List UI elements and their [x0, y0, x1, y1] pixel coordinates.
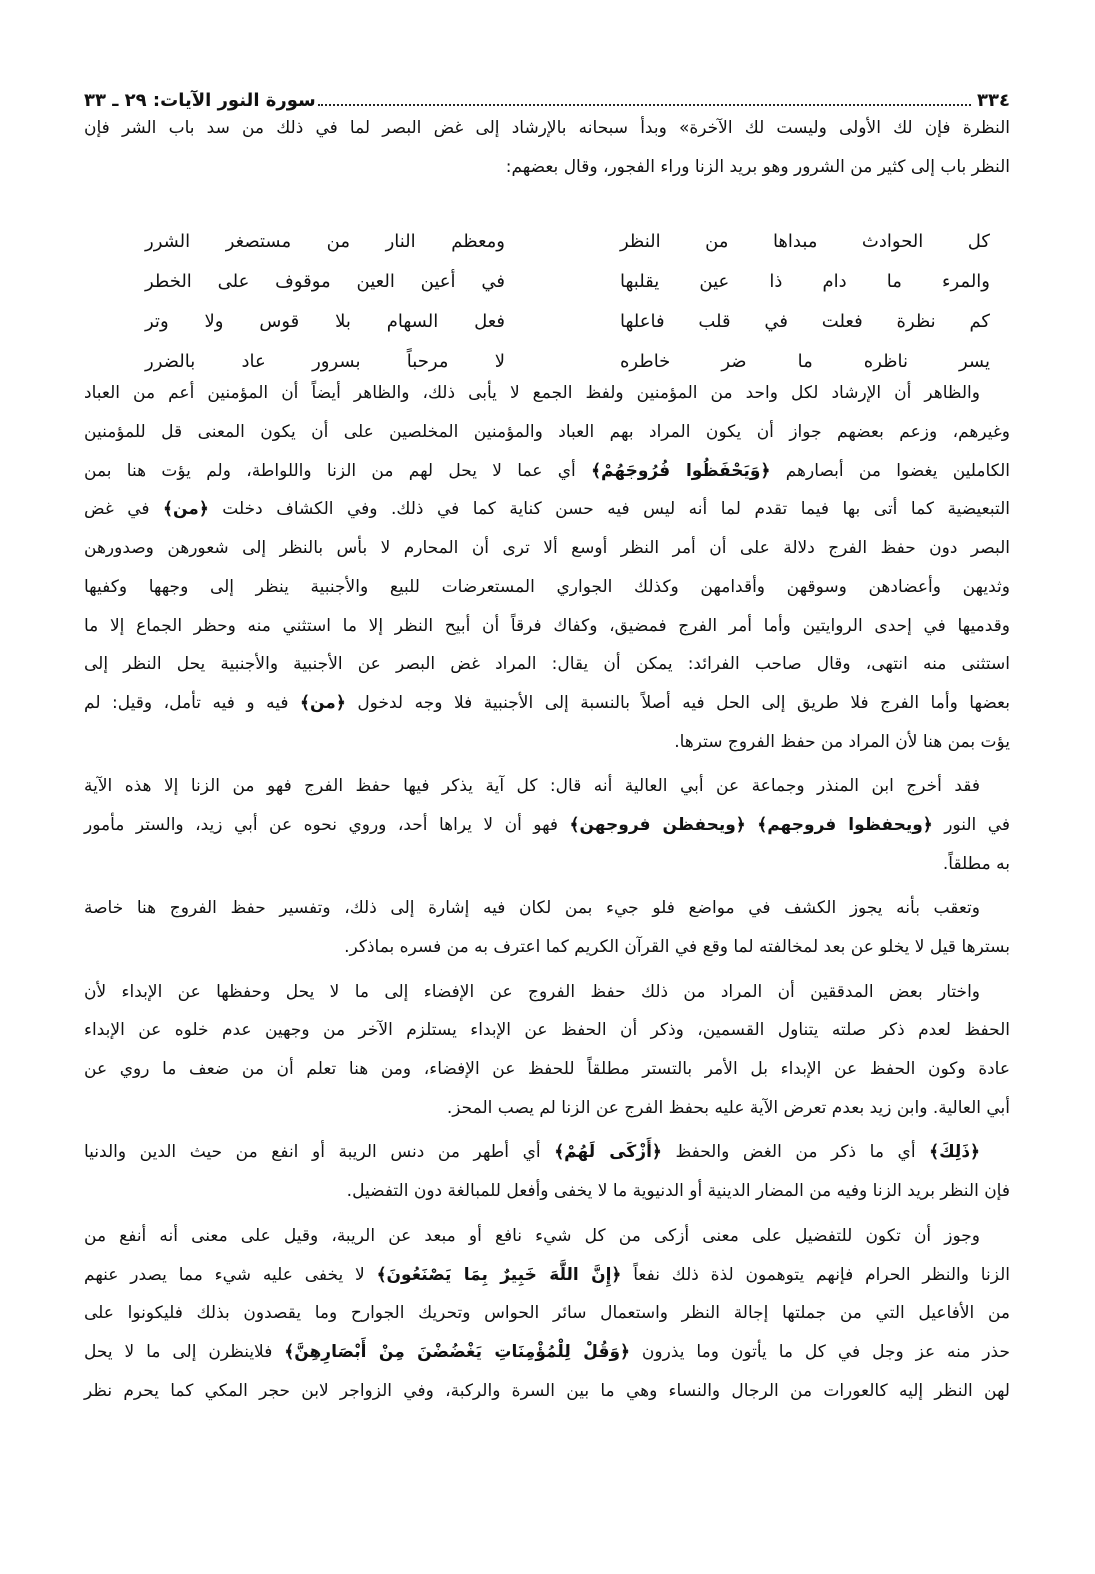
quran-quote: ﴿ويحفظوا فروجهم﴾ [757, 814, 933, 835]
text-line: البصر دون حفظ الفرج دلالة على أن أمر النظر أوسع ألا ترى أن المحارم لا بأس بالنظر إلى شعورهن وصدورهن [84, 538, 1010, 559]
paragraph [84, 374, 1010, 761]
text-line: الزنا والنظر الحرام فإنهم يتوهمون لذة ذلك نفعاً ﴿إِنَّ اللَّهَ خَبِيرٌ بِمَا يَصْنَعُونَ﴾ لا يخفى عليه شيء مما يصدر عنهم [84, 1264, 1011, 1285]
second-hemistich: في أعين العين موقوف على الخطر [145, 271, 505, 293]
text-line: واختار بعض المدققين أن المراد من ذلك حفظ الفروج عن الإفضاء إلى ما لا يحل وحفظها عن الإبداء لأن [84, 981, 980, 1002]
text-line: وثديهن وأعضادهن وسوقهن وأقدامهن وكذلك الجواري المستعرضات للبيع والأجنبية ينظر إلى وجهها وكفيها [84, 576, 1010, 597]
second-hemistich: فعل السهام بلا قوس ولا وتر [145, 311, 505, 333]
poem-verse [84, 222, 1010, 262]
text-line: ﴿ذَلِكَ﴾ أي ما ذكر من الغض والحفظ ﴿أَزْكَى لَهُمْ﴾ أي أطهر من دنس الريبة أو انفع من حيث الدين والدنيا [84, 1142, 980, 1163]
quran-quote: ﴿وَيَحْفَظُوا فُرُوجَهُمْ﴾ [591, 460, 771, 481]
quran-quote: ﴿ذَلِكَ﴾ [929, 1142, 980, 1163]
quran-quote: ﴿من﴾ [300, 692, 346, 713]
running-title: سورة النور الآيات: ٢٩ ـ ٣٣ [84, 89, 316, 111]
text-line: أبي العالية. وابن زيد بعدم تعرض الآية عليه بحفظ الفرج عن الزنا لم يصب المحز. [446, 1097, 1010, 1118]
text-line: النظرة فإن لك الأولى وليست لك الآخرة» وبدأ سبحانه بالإرشاد إلى غض البصر لما في ذلك من سد باب الشر فإن [84, 118, 1010, 138]
text-line: الحفظ لعدم ذكر صلته يتناول القسمين، وذكر أن الحفظ عن الإبداء يستلزم الآخر من وجهين عدم خلوه عن الإبداء [84, 1020, 1010, 1041]
text-line: عادة وكون الحفظ عن الإبداء بل الأمر بالتستر مطلقاً للحفظ عن الإفضاء، ومن هنا تعلم أن من ضعف ما روي عن [84, 1059, 1010, 1080]
page-number: ٣٣٤ [977, 89, 1010, 111]
paragraph [84, 767, 1010, 883]
text-line: من الأفاعيل التي من جملتها إجالة النظر واستعمال سائر الحواس وتحريك الجوارح وما يقصدون بذلك فليكونوا على [84, 1303, 1010, 1324]
text-line: وقدميها في إحدى الروايتين وأما أمر الفرج فمضيق، وكفاك فرقاً أن أبيح النظر إلا ما استثني منه وحظر الجماع إلا ما [84, 615, 1010, 636]
poem-verses [84, 222, 1010, 382]
quran-quote: ﴿ويحفظن فروجهن﴾ [569, 814, 746, 835]
quran-quote: ﴿من﴾ [163, 499, 209, 520]
text-line: وتعقب بأنه يجوز الكشف في مواضع فلو جيء بمن لكان فيه إشارة إلى ذلك، وتفسير حفظ الفروج هنا خاصة [84, 898, 980, 919]
text-line: النظر باب إلى كثير من الشرور وهو بريد الزنا وراء الفجور، وقال بعضهم: [505, 156, 1010, 177]
paragraph [84, 889, 1010, 966]
text-line: حذر منه عز وجل في كل ما يأتون وما يذرون ﴿وَقُلْ لِلْمُؤْمِنَاتِ يَغْضُضْنَ مِنْ أَبْصَارِهِنَّ﴾ فلاينظرن إلى ما لا يحل [84, 1341, 1010, 1362]
first-hemistich: يسر ناظره ما ضر خاطره [620, 351, 990, 373]
text-line: به مطلقاً. [942, 853, 1010, 874]
text-line: فإن النظر بريد الزنا وفيه من المضار الدينية أو الدنيوية ما لا يخفى وأفعل للمبالغة دون التفضيل. [346, 1181, 1010, 1202]
poem-verse [84, 342, 1010, 382]
paragraph [84, 1217, 1010, 1410]
text-line: فقد أخرج ابن المنذر وجماعة عن أبي العالية أنه قال: كل آية يذكر فيها حفظ الفرج فهو من الزنا إلا هذه الآية [84, 776, 980, 797]
first-hemistich: والمرء ما دام ذا عين يقلبها [620, 271, 990, 293]
text-line: استثنى منه انتهى، وقال صاحب الفرائد: يمكن أن يقال: المراد غض البصر عن الأجنبية والأجنبية يحل النظر إلى [84, 654, 1010, 675]
first-hemistich: كم نظرة فعلت في قلب فاعلها [620, 311, 990, 333]
text-line: في النور ﴿ويحفظوا فروجهم﴾ ﴿ويحفظن فروجهن﴾ فهو أن لا يراها أحد، وروي نحوه عن أبي زيد، والستر مأمور [84, 814, 1011, 835]
first-hemistich: كل الحوادث مبداها من النظر [620, 231, 990, 253]
text-line: التبعيضية كما أتى بها فيما تقدم لما أنه ليس فيه حسن كناية كما في ذلك. وفي الكشاف دخلت ﴿من﴾ في غض [84, 499, 1011, 520]
quran-quote: ﴿أَزْكَى لَهُمْ﴾ [554, 1142, 662, 1163]
quran-quote: ﴿وَقُلْ لِلْمُؤْمِنَاتِ يَغْضُضْنَ مِنْ أَبْصَارِهِنَّ﴾ [284, 1341, 630, 1362]
paragraph [84, 109, 1010, 186]
text-line: والظاهر أن الإرشاد لكل واحد من المؤمنين ولفظ الجمع لا يأبى ذلك، والظاهر أيضاً أن المؤمنين أعم من العباد [84, 383, 980, 404]
paragraph [84, 973, 1010, 1128]
text-line: بعضها وأما الفرج فلا طريق إلى الحل فيه أصلاً بالنسبة إلى الأجنبية فلا وجه لدخول ﴿من﴾ فيه و فيه تأمل، وقيل: لم [84, 692, 1010, 713]
text-line: لهن النظر إليه كالعورات من الرجال والنساء وهي ما بين السرة والركبة، وفي الزواجر لابن حجر المكي كما يحرم نظر [84, 1380, 1010, 1401]
poem-verse [84, 262, 1010, 302]
paragraph [84, 1133, 1010, 1210]
text-line: وغيرهم، وزعم بعضهم جواز أن يكون المراد بهم العباد والمؤمنين المخلصين على أن يكون المعنى قل للمؤمنين [84, 422, 1010, 443]
text-line: وجوز أن تكون للتفضيل على معنى أزكى من كل شيء نافع أو مبعد عن الريبة، وقيل على معنى أنه أنفع من [84, 1225, 980, 1246]
dotted-leader [318, 104, 971, 106]
quran-quote: ﴿إِنَّ اللَّهَ خَبِيرٌ بِمَا يَصْنَعُونَ﴾ [376, 1264, 622, 1285]
page-body [84, 109, 1010, 1416]
poem-verse [84, 302, 1010, 342]
text-line: يؤت بمن هنا لأن المراد من حفظ الفروج سترها. [674, 731, 1010, 752]
second-hemistich: ومعظم النار من مستصغر الشرر [145, 231, 505, 253]
text-line: بسترها قيل لا يخلو عن بعد لمخالفته لما وقع في القرآن الكريم كما اعترف به من فسره بماذكر. [344, 937, 1010, 957]
second-hemistich: لا مرحباً بسرور عاد بالضرر [145, 351, 505, 373]
text-line: الكاملين يغضوا من أبصارهم ﴿وَيَحْفَظُوا فُرُوجَهُمْ﴾ أي عما لا يحل لهم من الزنا واللواطة، ولم يؤت هنا بمن [84, 460, 1011, 481]
